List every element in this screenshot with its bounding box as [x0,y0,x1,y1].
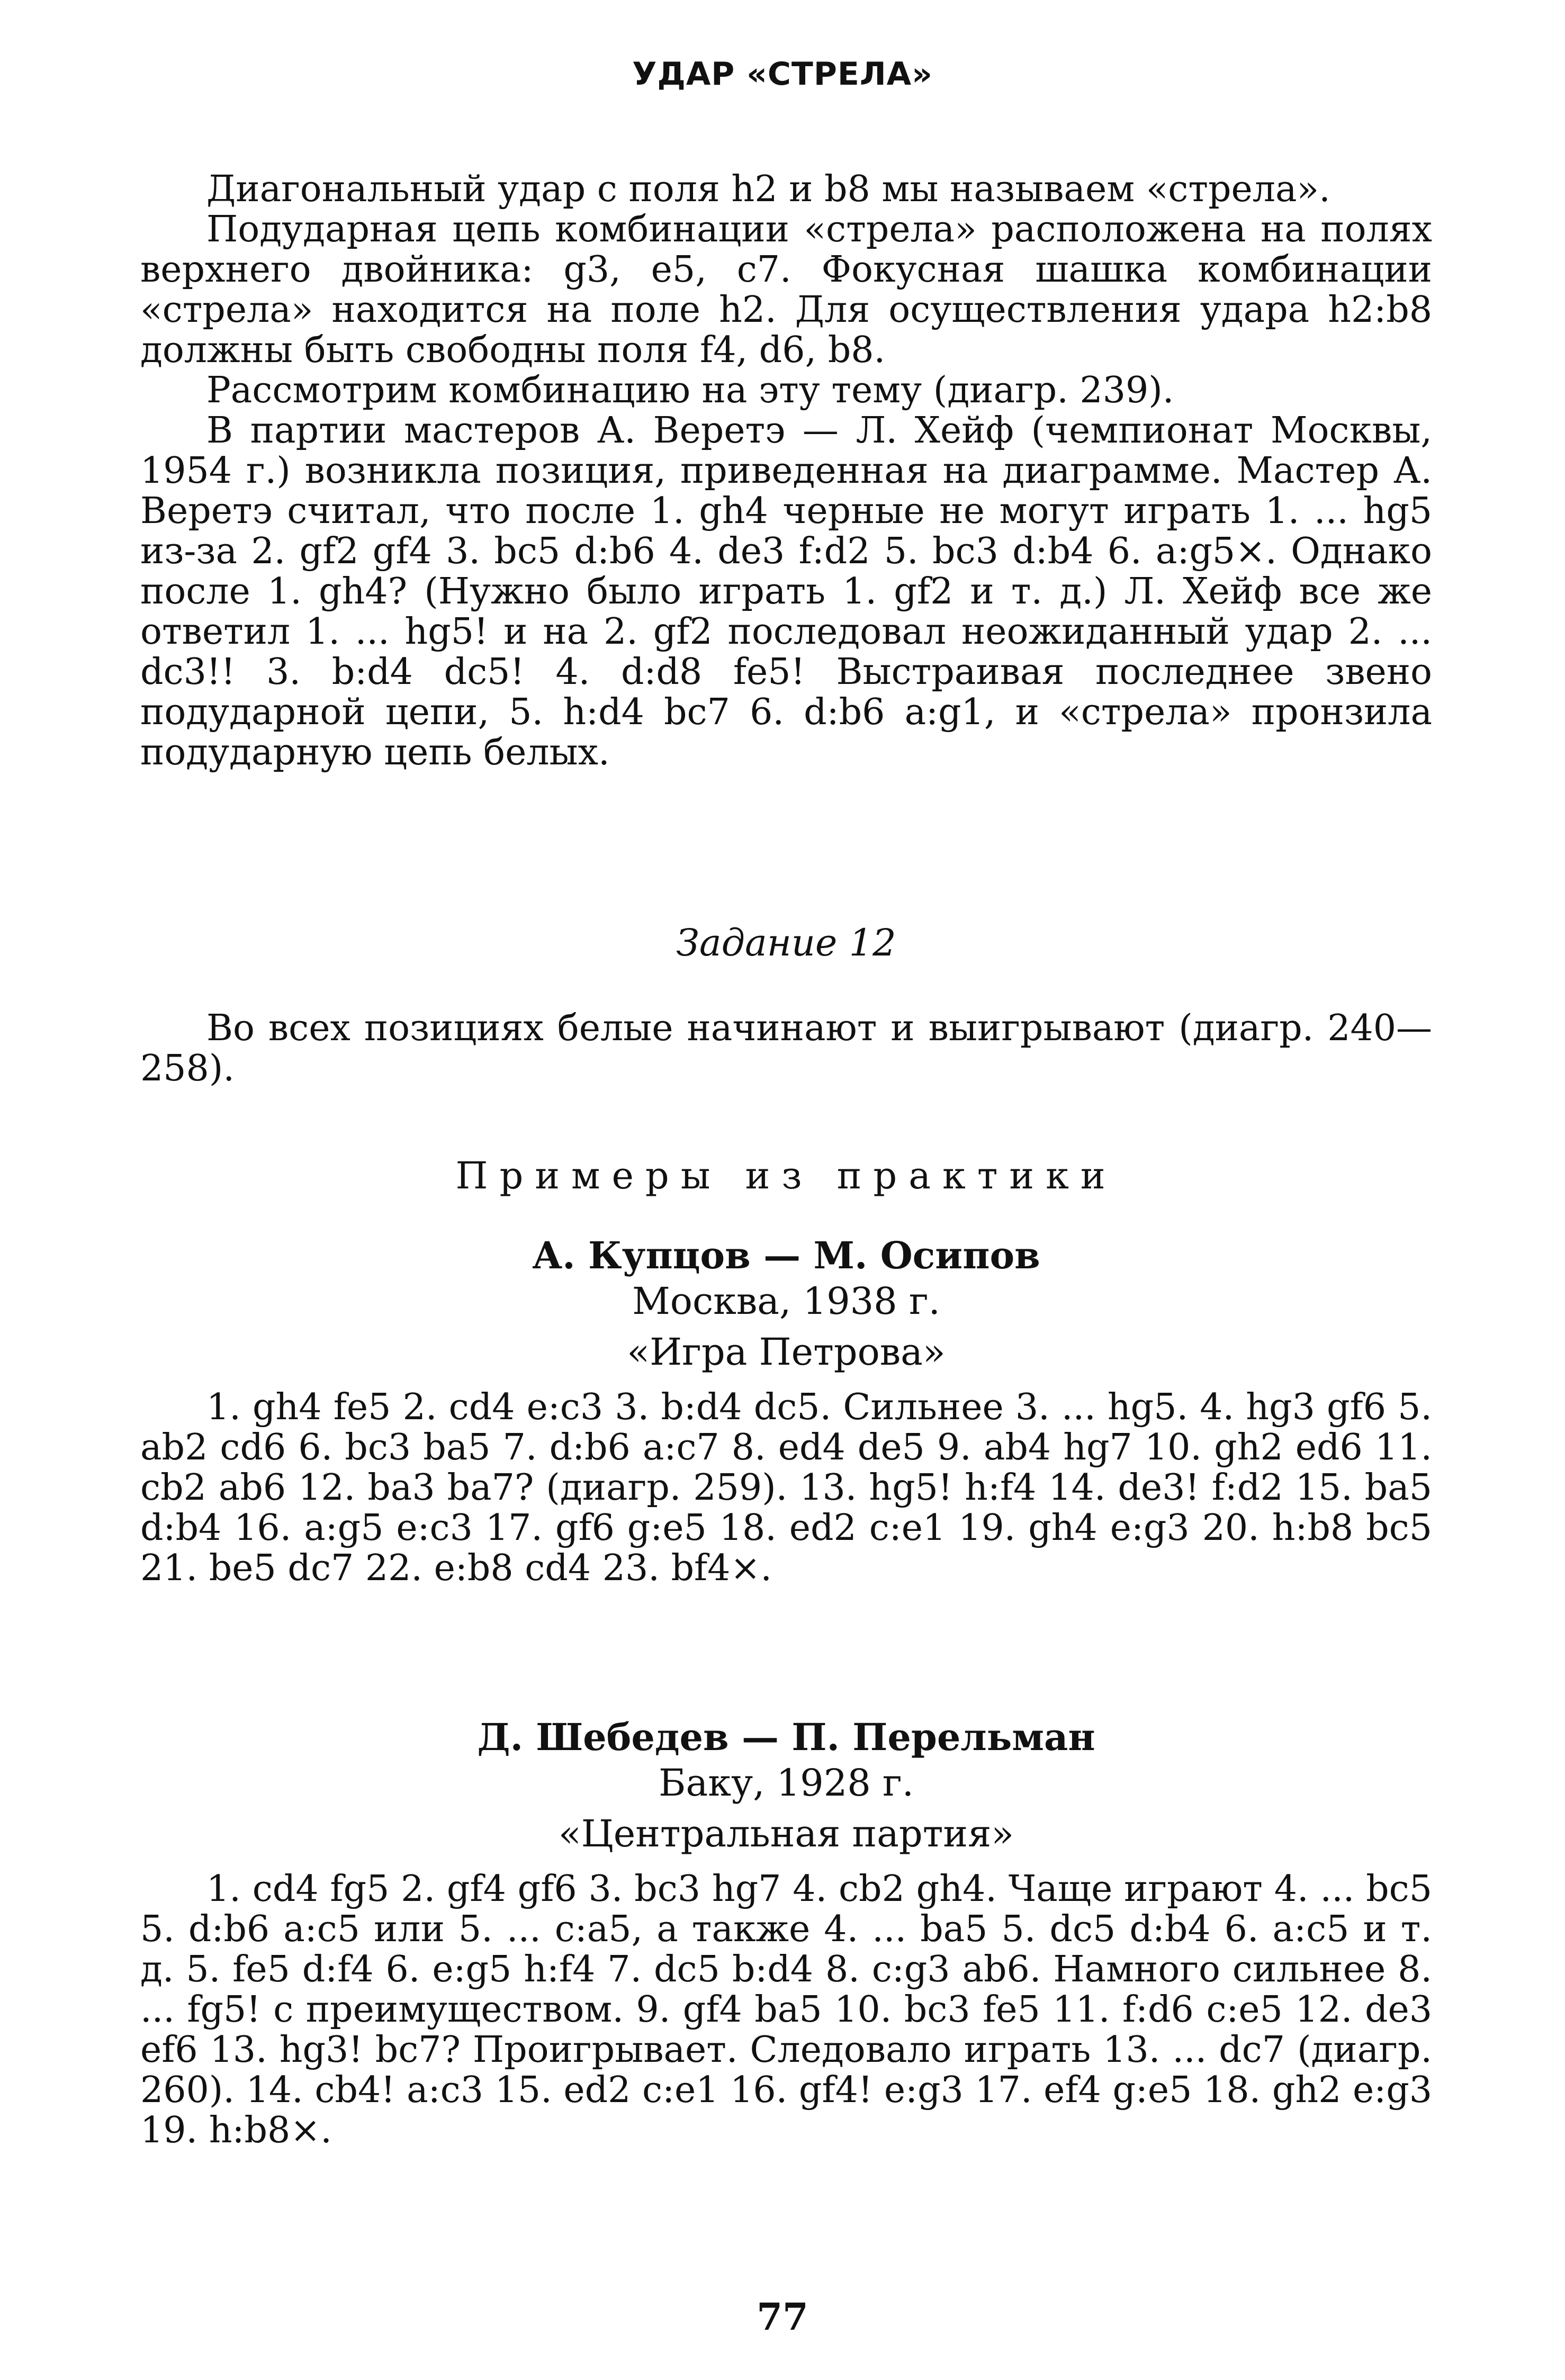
game-1-moves: 1. gh4 fe5 2. cd4 e:c3 3. b:d4 dc5. Сильнее 3. ... hg5. 4. hg3 gf6 5. ab2 cd6 6. bc3 ba5 7. d:b6 a:c7 8. ed4 de5 9. ab4 hg7 10. gh2 ed6 11. cb2 ab6 12. ba3 ba7? (диагр. 259). 13. hg5! h:f4 14. de3! f:d2 15. ba5 d:b4 16. a:g5 e:c3 17. gf6 g:e5 18. ed2 c:e1 19. gh4 e:g3 20. h:b8 bc5 21. be5 dc7 22. e:b8 cd4 23. bf4×. [140,1386,1432,1589]
practice-heading-block [140,1154,1432,1197]
intro-section [140,169,1432,773]
game-2-players: Д. Шебедев — П. Перельман [477,1715,1095,1759]
intro-paragraph-4: В партии мастеров А. Веретэ — Л. Хейф (чемпионат Москвы, 1954 г.) возникла позиция, приведенная на диаграмме. Мастер А. Веретэ считал, что после 1. gh4 черные не могут играть 1. ... hg5 из-за 2. gf2 gf4 3. bc5 d:b6 4. de3 f:d2 5. bc3 d:b4 6. a:g5×. Однако после 1. gh4? (Нужно было играть 1. gf2 и т. д.) Л. Хейф все же ответил 1. ... hg5! и на 2. gf2 последовал неожиданный удар 2. ... dc3!! 3. b:d4 dc5! 4. d:d8 fe5! Выстраивая последнее звено подударной цепи, 5. h:d4 bc7 6. d:b6 a:g1, и «стрела» пронзила подударную цепь белых. [140,410,1432,773]
game-1 [140,1233,1432,1589]
task-body [140,1008,1432,1089]
task-title: Задание 12 [676,921,896,964]
game-1-place: Москва, 1938 г. [632,1279,940,1323]
task-section [140,921,1432,964]
page-number: 77 [757,2295,808,2339]
intro-paragraph-2: Подударная цепь комбинации «стрела» расположена на полях верхнего двойника: g3, e5, c7. Фокусная шашка комбинации «стрела» находится на поле h2. Для осуществления удара h2:b8 должны быть свободны поля f4, d6, b8. [140,209,1432,371]
game-2 [140,1715,1432,2151]
task-text: Во всех позициях белые начинают и выигрывают (диагр. 240—258). [140,1007,1432,1089]
game-2-place: Баку, 1928 г. [659,1761,914,1805]
intro-paragraph-1: Диагональный удар с поля h2 и b8 мы называем «стрела». [206,168,1330,210]
game-2-moves: 1. cd4 fg5 2. gf4 gf6 3. bc3 hg7 4. cb2 gh4. Чаще играют 4. ... bc5 5. d:b6 a:c5 или 5. ... c:a5, а также 4. ... ba5 5. dc5 d:b4 6. a:c5 и т. д. 5. fe5 d:f4 6. e:g5 h:f4 7. dc5 b:d4 8. c:g3 ab6. Намного сильнее 8. ... fg5! с преимуществом. 9. gf4 ba5 10. bc3 fe5 11. f:d6 c:e5 12. de3 ef6 13. hg3! bc7? Проигрывает. Следовало играть 13. ... dc7 (диагр. 260). 14. cb4! a:c3 15. ed2 c:e1 16. gf4! e:g3 17. ef4 g:e5 18. gh2 e:g3 19. h:b8×. [140,1868,1432,2151]
game-1-players: А. Купцов — М. Осипов [532,1233,1040,1277]
practice-title: Примеры из практики [455,1154,1117,1197]
game-2-opening: «Центральная партия» [558,1812,1014,1855]
running-header: УДАР «СТРЕЛА» [632,56,933,93]
game-1-opening: «Игра Петрова» [627,1330,946,1374]
intro-paragraph-3: Рассмотрим комбинацию на эту тему (диагр. 239). [206,369,1174,411]
